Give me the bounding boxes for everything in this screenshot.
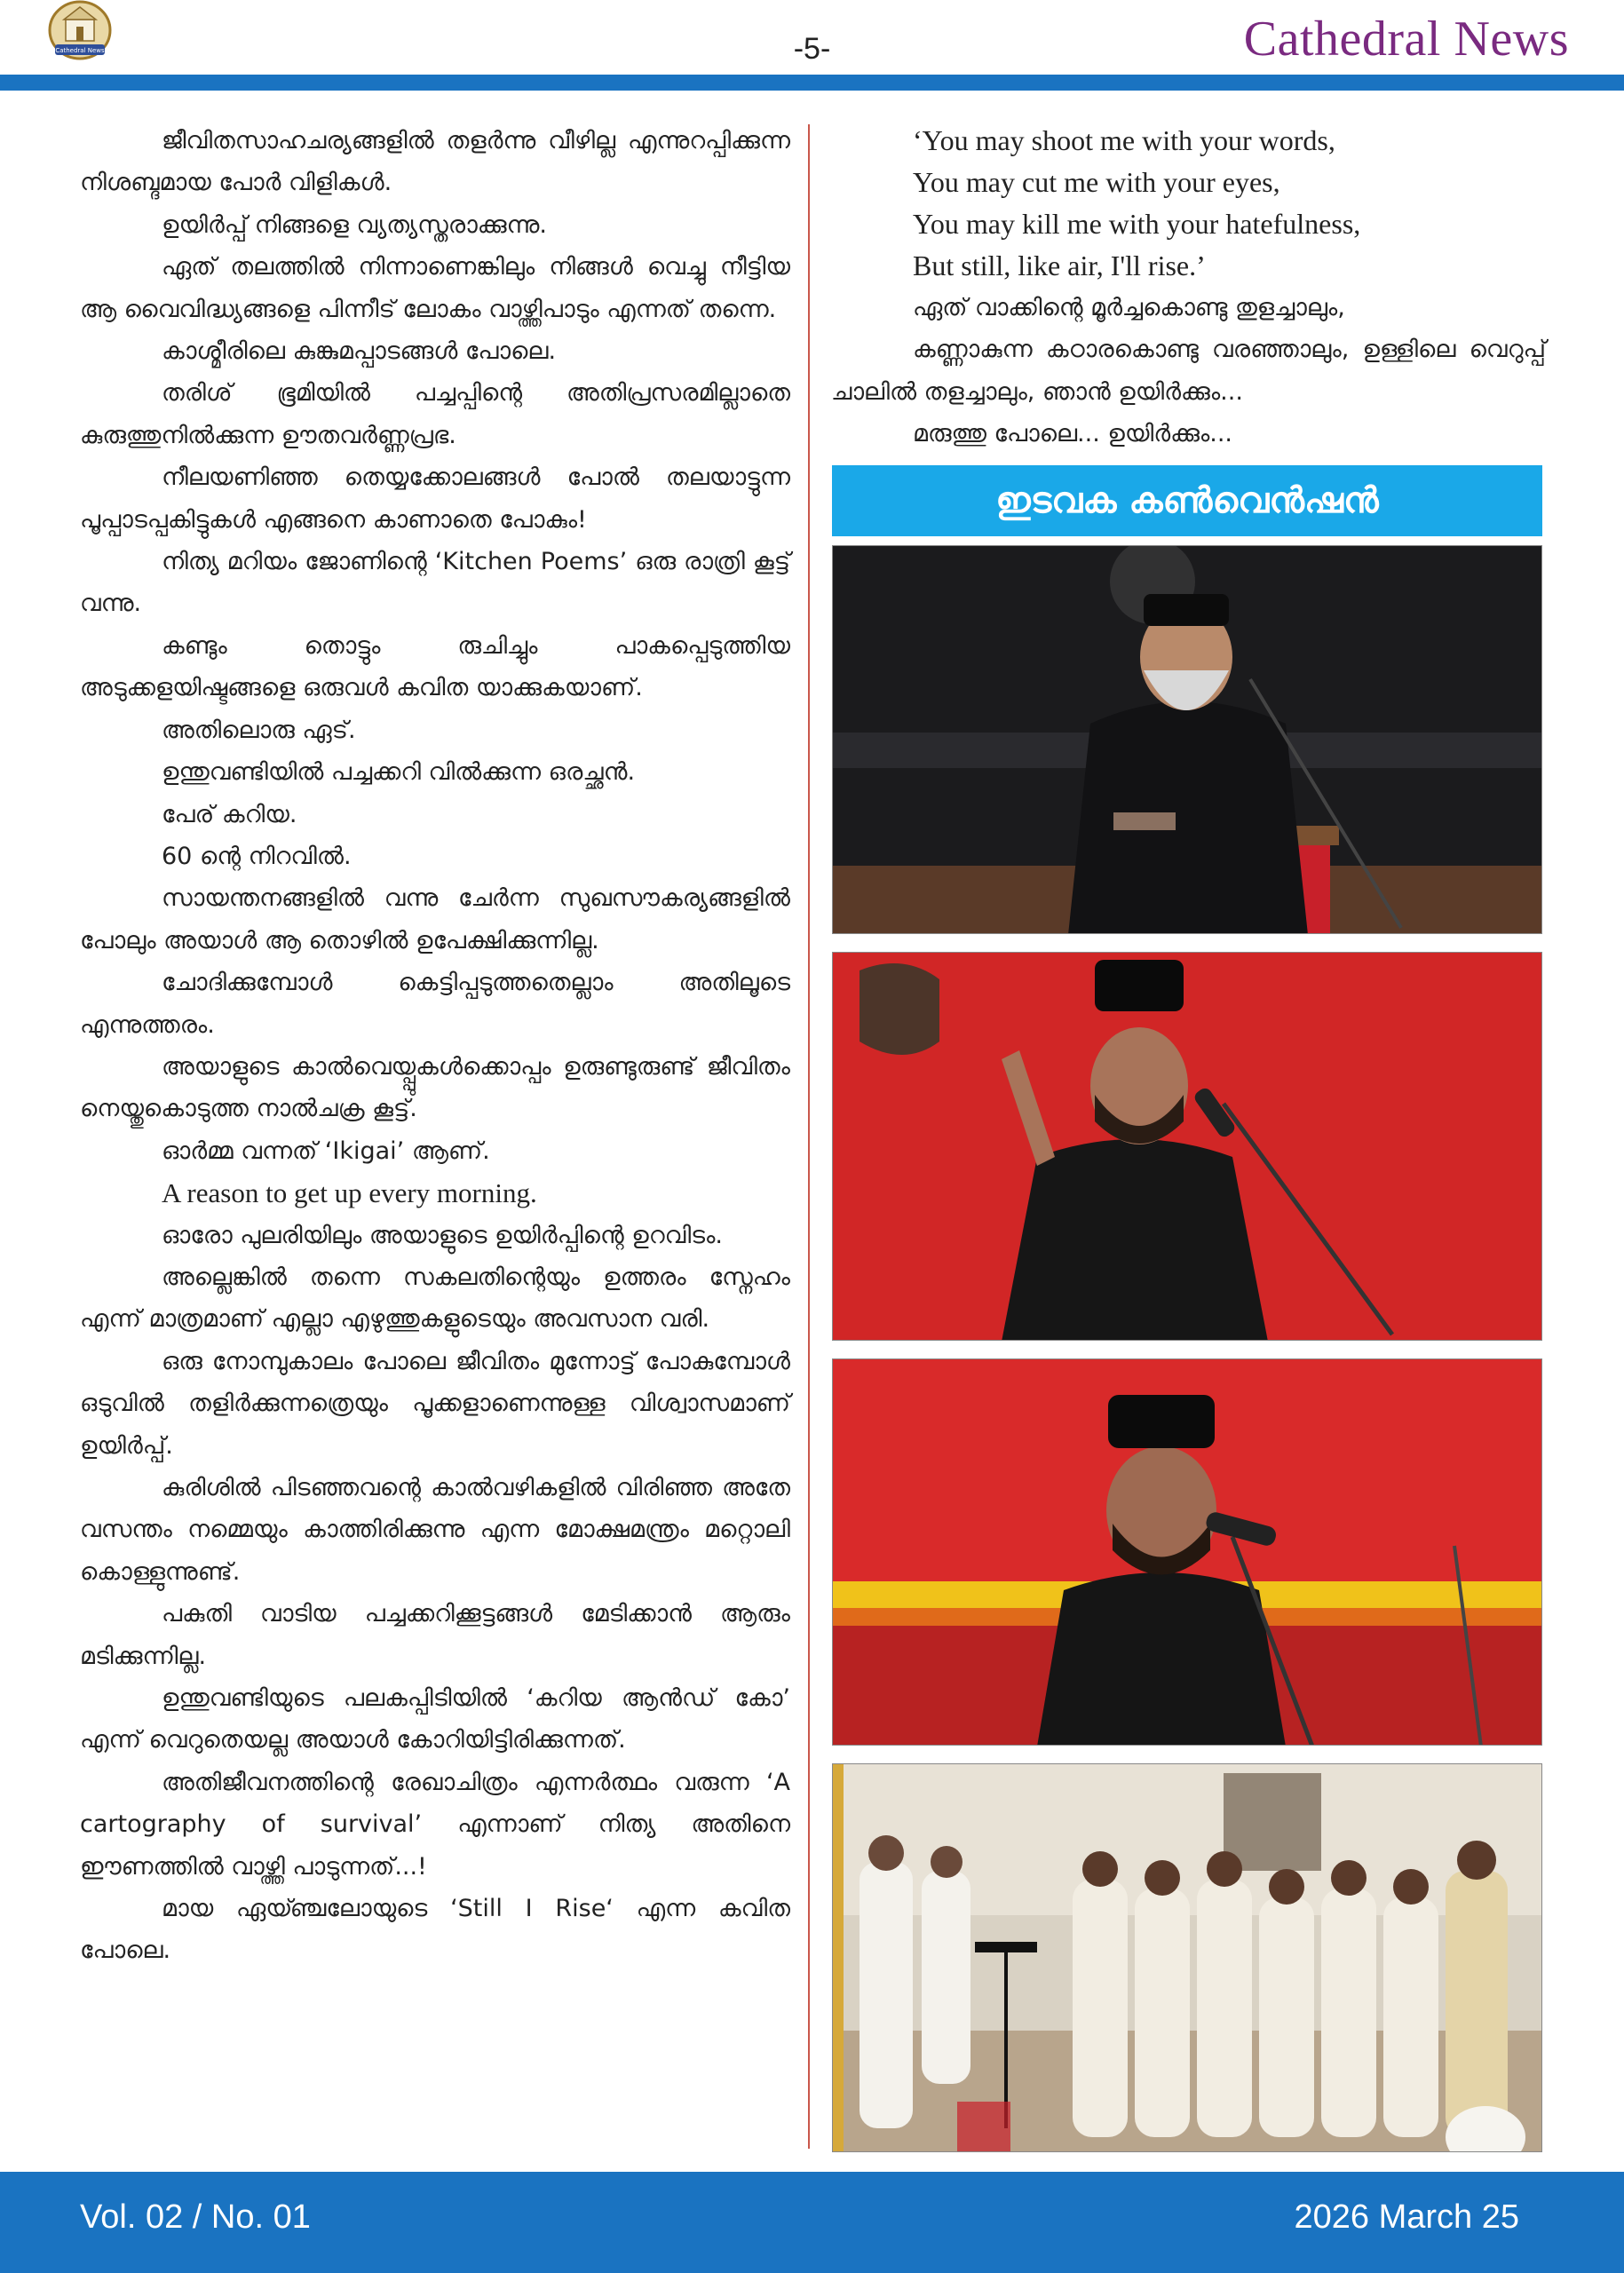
publication-title: Cathedral News [1243, 12, 1569, 67]
article-paragraph: ഓരോ പുലരിയിലും അയാളുടെ ഉയിർപ്പിന്റെ ഉറവിടം. [162, 1221, 723, 1249]
issue-date: 2026 March 25 [1294, 2198, 1519, 2236]
article-paragraph: നിത്യ മറിയം ജോണിന്റെ ‘Kitchen Poems’ ഒരു രാത്രി കൂട്ട് വന്നു. [80, 548, 790, 618]
svg-text:Cathedral News: Cathedral News [55, 47, 105, 54]
poem-line: You may kill me with your hatefulness, [913, 208, 1361, 240]
article-paragraph: ജീവിതസാഹചര്യങ്ങളിൽ തളർന്നു വീഴില്ല എന്നുറപ്പിക്കുന്ന നിശബ്ദമായ പോർ വിളികൾ. [80, 127, 790, 197]
column-divider [808, 124, 810, 2149]
article-paragraph: അയാളുടെ കാൽവെയ്പ്പുകൾക്കൊപ്പം ഉരുണ്ടുരുണ്ട് ജീവിതം നെയ്തുകൊടുത്ത നാൽചക്ര കൂട്ട്. [80, 1052, 790, 1123]
article-paragraph: ഉന്തുവണ്ടിയുടെ പലകപ്പിടിയിൽ ‘കറിയ ആൻഡ് കോ’ എന്ന് വെറുതെയല്ല അയാൾ കോറിയിട്ടിരിക്കുന്നത്. [80, 1684, 790, 1754]
article-paragraph: അതിലൊരു ഏട്. [162, 716, 356, 744]
article-paragraph: അല്ലെങ്കിൽ തന്നെ സകലതിന്റെയും ഉത്തരം സ്നേഹം എന്ന് മാത്രമാണ് എല്ലാ എഴുത്തുകളുടെയും അവസാന വരി. [80, 1263, 790, 1334]
article-paragraph: ഓർമ്മ വന്നത് ‘Ikigai’ ആണ്. [162, 1136, 490, 1165]
poem-quote [831, 120, 1546, 287]
priest-singing-photo [832, 1358, 1542, 1746]
header-rule [0, 75, 1624, 91]
left-column [80, 120, 790, 1972]
article-paragraph: ചോദിക്കുമ്പോൾ കെട്ടിപ്പടുത്തതെല്ലാം അതിലൂടെ എന്നുത്തരം. [80, 969, 790, 1039]
section-title-banner: ഇടവക കൺവെൻഷൻ [832, 465, 1542, 536]
poem-translation-line: ഏത് വാക്കിന്റെ മൂർച്ചകൊണ്ടു തുളച്ചാലും, [913, 294, 1345, 321]
poem-translation-line: കണ്ണാകുന്ന കഠാരകൊണ്ടു വരഞ്ഞാലും, ഉള്ളിലെ വെറുപ്പ് ചാലിൽ തളച്ചാലും, ഞാൻ ഉയിർക്കും... [831, 336, 1546, 406]
choir-photo [832, 1763, 1542, 2152]
right-column [831, 120, 1546, 455]
priest-pointing-photo [832, 952, 1542, 1341]
poem-line: You may cut me with your eyes, [913, 166, 1280, 198]
article-paragraph: പകുതി വാടിയ പച്ചക്കറിക്കൂട്ടങ്ങൾ മേടിക്കാൻ ആരും മടിക്കുന്നില്ല. [80, 1600, 790, 1670]
poem-line: ‘You may shoot me with your words, [913, 124, 1335, 156]
article-paragraph: ഉയിർപ്പ് നിങ്ങളെ വ്യത്യസ്തരാക്കുന്നു. [162, 210, 547, 239]
page-header [0, 0, 1624, 92]
article-paragraph: തരിശ് ഭൂമിയിൽ പച്ചപ്പിന്റെ അതിപ്രസരമില്ലാതെ കുരുത്തുനിൽക്കുന്ന ഊതവർണ്ണപ്രഭ. [80, 379, 790, 449]
poem-translation-line: മരുത്തു പോലെ... ഉയിർക്കും... [913, 420, 1233, 448]
article-paragraph: A reason to get up every morning. [162, 1177, 537, 1209]
poem-line: But still, like air, I'll rise.’ [913, 249, 1206, 281]
article-paragraph: ഏത് തലത്തിൽ നിന്നാണെങ്കിലും നിങ്ങൾ വെച്ചു നീട്ടിയ ആ വൈവിദ്ധ്യങ്ങളെ പിന്നീട് ലോകം വാഴ്ത്തിപാടും എന്നത് തന്നെ. [80, 253, 790, 323]
article-paragraph: കണ്ടും തൊട്ടും രുചിച്ചും പാകപ്പെടുത്തിയ അടുക്കളയിഷ്ടങ്ങളെ ഒരുവൾ കവിത യാക്കുകയാണ്. [80, 631, 790, 702]
article-paragraph: കുരിശിൽ പിടഞ്ഞവന്റെ കാൽവഴികളിൽ വിരിഞ്ഞ അതേ വസന്തം നമ്മെയും കാത്തിരിക്കുന്നു എന്ന മോക്ഷമന്ത്രം മറ്റൊലി കൊള്ളുന്നുണ്ട്. [80, 1474, 790, 1586]
article-paragraph: കാശ്മീരിലെ കുങ്കുമപ്പാടങ്ങൾ പോലെ. [162, 337, 557, 366]
article-paragraph: മായ ഏയ്ഞ്ചലോയുടെ ‘Still I Rise‘ എന്ന കവിത പോലെ. [80, 1895, 790, 1965]
priest-at-lectern-photo [832, 545, 1542, 934]
article-paragraph: സായന്തനങ്ങളിൽ വന്നു ചേർന്ന സുഖസൗകര്യങ്ങളിൽ പോലും അയാൾ ആ തൊഴിൽ ഉപേക്ഷിക്കുന്നില്ല. [80, 884, 790, 954]
volume-number: Vol. 02 / No. 01 [80, 2198, 311, 2236]
article-paragraph: നീലയണിഞ്ഞ തെയ്യക്കോലങ്ങൾ പോൽ തലയാട്ടുന്ന പൂപ്പാടപ്പകിട്ടുകൾ എങ്ങനെ കാണാതെ പോകും! [80, 463, 790, 534]
article-paragraph: പേര് കറിയ. [162, 800, 297, 828]
article-paragraph: ഉന്തുവണ്ടിയിൽ പച്ചക്കറി വിൽക്കുന്ന ഒരച്ഛൻ. [162, 758, 636, 787]
page-footer [0, 2172, 1624, 2273]
article-paragraph: ഒരു നോമ്പുകാലം പോലെ ജീവിതം മുന്നോട്ട് പോകുമ്പോൾ ഒടുവിൽ തളിർക്കുന്നത്രെയും പൂക്കളാണെന്നുള്ള വിശ്വാസമാണ് ഉയിർപ്പ്. [80, 1347, 790, 1460]
article-paragraph: 60 ന്റെ നിറവിൽ. [162, 842, 352, 870]
article-paragraph: അതിജീവനത്തിന്റെ രേഖാചിത്രം എന്നർത്ഥം വരുന്ന ‘A cartography of survival’ എന്നാണ് നിത്യ അതിനെ ഈണത്തിൽ വാഴ്ത്തി പാടുന്നത്...! [80, 1768, 790, 1881]
page-number: -5- [793, 32, 831, 66]
